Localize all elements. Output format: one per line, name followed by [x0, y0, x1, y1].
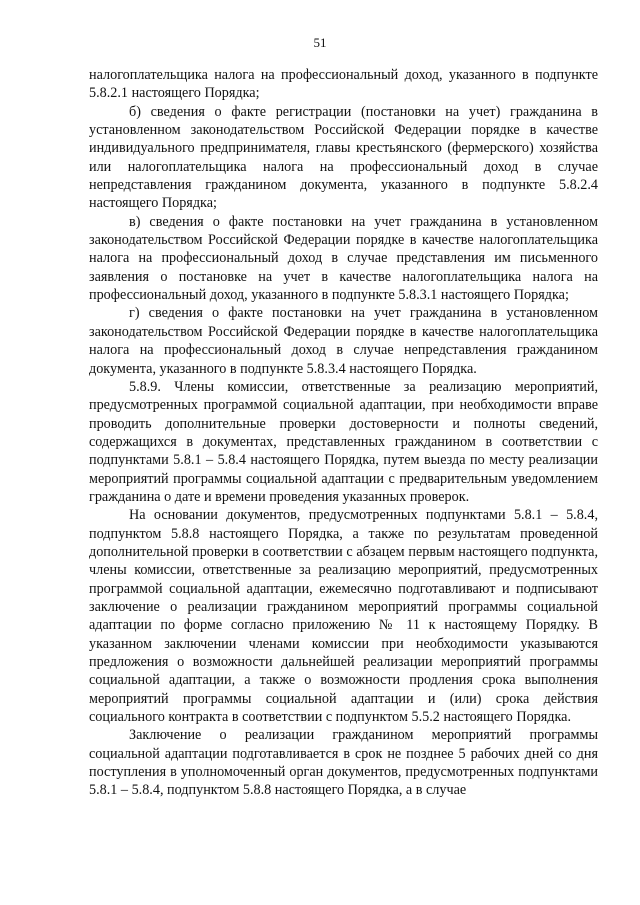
paragraph-5-8-9: 5.8.9. Члены комиссии, ответственные за реализацию мероприятий, предусмотренных программой социальной адаптации, при необходимости вправе проводить дополнительные проверки достоверности и полноты сведений, содержащихся в документах, представленных гражданином в соответствии с подпунктами 5.8.1 – 5.8.4 настоящего Порядка, путем выезда по месту реализации мероприятий программы социальной адаптации с предварительным уведомлением гражданина о дате и времени проведения указанных проверок. [89, 378, 598, 505]
page-number: 51 [313, 35, 327, 50]
document-body [89, 66, 598, 800]
paragraph-continuation: налогоплательщика налога на профессиональный доход, указанного в подпункте 5.8.2.1 настоящего Порядка; [89, 67, 598, 102]
paragraph-item-v: в) сведения о факте постановки на учет гражданина в установленном законодательством Российской Федерации порядке в качестве налогоплательщика налога на профессиональный доход в случае представления им письменного заявления о постановке на учет в качестве налогоплательщика налога на профессиональный доход, указанного в подпункте 5.8.3.1 настоящего Порядка; [89, 213, 598, 304]
paragraph-conclusion-basis: На основании документов, предусмотренных подпунктами 5.8.1 – 5.8.4, подпунктом 5.8.8 настоящего Порядка, а также по результатам проведенной дополнительной проверки в соответствии с абзацем первым настоящего подпункта, члены комиссии, ответственные за реализацию мероприятий, предусмотренных программой социальной адаптации, ежемесячно подготавливают и подписывают заключение о реализации гражданином мероприятий программы социальной адаптации по форме согласно приложению № 11 к настоящему Порядку. В указанном заключении членами комиссии при необходимости указываются предложения о возможности дальнейшей реализации мероприятий программы социальной адаптации, а также о возможности продления срока выполнения мероприятий программы социальной адаптации и (или) срока действия социального контракта в соответствии с подпунктом 5.5.2 настоящего Порядка. [89, 507, 598, 726]
paragraph-item-g: г) сведения о факте постановки на учет гражданина в установленном законодательством Российской Федерации порядке в качестве налогоплательщика налога на профессиональный доход в случае непредставления гражданином документа, указанного в подпункте 5.8.3.4 настоящего Порядка. [89, 305, 598, 377]
paragraph-conclusion-deadline: Заключение о реализации гражданином мероприятий программы социальной адаптации подготавливается в срок не позднее 5 рабочих дней со дня поступления в уполномоченный орган документов, предусмотренных подпунктами 5.8.1 – 5.8.4, подпунктом 5.8.8 настоящего Порядка, а в случае [89, 727, 598, 799]
paragraph-item-b: б) сведения о факте регистрации (постановки на учет) гражданина в установленном законодательством Российской Федерации порядке в качестве индивидуального предпринимателя, главы крестьянского (фермерского) хозяйства или налогоплательщика налога на профессиональный доход в случае непредставления гражданином документа, указанного в подпункте 5.8.2.4 настоящего Порядка; [89, 103, 598, 212]
